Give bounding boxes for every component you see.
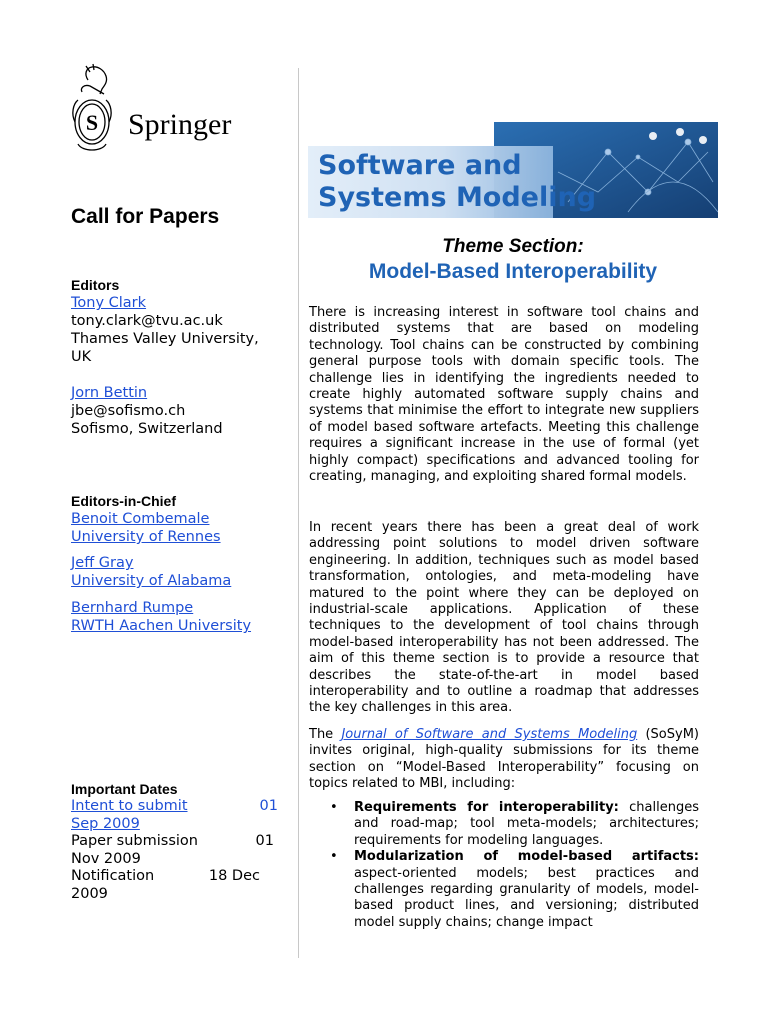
chief-affiliation-link[interactable]: University of Rennes: [71, 529, 221, 545]
banner-line-2: Systems Modeling: [318, 182, 597, 213]
bullet-icon: •: [330, 849, 338, 865]
bullet-icon: •: [330, 800, 338, 815]
chief-entry: [71, 599, 251, 635]
springer-logo: [68, 62, 238, 162]
editor-entry: [71, 294, 259, 366]
topic-item: [330, 800, 699, 849]
date-name: Notification: [71, 868, 155, 884]
editors-in-chief-label: Editors-in-Chief: [71, 493, 176, 509]
banner-line-1: Software and: [318, 150, 522, 181]
chief-affiliation-link[interactable]: RWTH Aachen University: [71, 618, 252, 634]
chief-entry: [71, 510, 221, 546]
editor-affiliation: Sofismo, Switzerland: [71, 421, 223, 437]
date-value-cont: Nov 2009: [71, 851, 141, 867]
empty-link[interactable]: [71, 641, 76, 653]
chief-affiliation-link[interactable]: University of Alabama: [71, 573, 232, 589]
paragraph-invitation: [309, 727, 699, 793]
topic-text: aspect-oriented models; best practices and challenges regarding granularity of models, model-based product lines, and versioning; distributed model supply chains; change impact: [354, 865, 699, 930]
editor-name-link[interactable]: Jorn Bettin: [71, 385, 148, 401]
invitation-suffix: (SoSyM) invites original, high-quality submissions for its theme section on “Model-Based Interoperability” focusing on topics related to MBI, including:: [309, 727, 699, 792]
important-dates-label: Important Dates: [71, 781, 178, 797]
date-value-cont: 2009: [71, 886, 108, 902]
theme-subtitle: Model-Based Interoperability: [368, 260, 658, 283]
editor-affiliation: Thames Valley University,: [71, 331, 259, 347]
date-name: Paper submission: [71, 833, 198, 849]
date-value-cont[interactable]: Sep 2009: [71, 816, 140, 832]
date-row: [71, 867, 278, 903]
chief-name-link[interactable]: Benoit Combemale: [71, 511, 210, 527]
theme-title: Theme Section:: [442, 236, 584, 257]
chief-name-link[interactable]: Bernhard Rumpe: [71, 600, 194, 616]
editor-name-link[interactable]: Tony Clark: [71, 295, 147, 311]
date-value: 01: [255, 833, 274, 849]
editor-email: jbe@sofismo.ch: [71, 403, 186, 419]
editors-label: Editors: [71, 277, 120, 293]
svg-text:S: S: [85, 110, 99, 135]
date-value: 18 Dec: [208, 868, 260, 884]
topic-text: challenges and road-map; tool meta-models; architectures; requirements for modeling languages.: [354, 800, 699, 848]
journal-link[interactable]: Journal of Software and Systems Modeling: [341, 727, 638, 742]
topic-title: Modularization of model-based artifacts:: [354, 849, 699, 865]
chief-entry: [71, 554, 231, 590]
column-divider: [298, 68, 299, 958]
date-name: Intent to submit: [71, 798, 188, 814]
date-row: [71, 832, 278, 868]
editor-entry: [71, 384, 223, 438]
date-link[interactable]: [71, 797, 278, 815]
paragraph-intro: There is increasing interest in software tool chains and distributed systems that are based on modeling technology. Tool chains can be constructed by combining general purpose tools with domain specific tools. The challenge lies in identifying the ingredients needed to create highly automated software supply chains and systems that minimise the effort to integrate new suppliers of model based software artefacts. Meeting this challenge requires a significant increase in the use of formal (yet highly compact) specifications and advanced tooling for creating, managing, and exploiting shared formal models.: [309, 305, 699, 485]
editor-affiliation: UK: [71, 349, 92, 365]
journal-banner: [308, 122, 718, 222]
date-value: 01: [259, 798, 278, 814]
publisher-name: Springer: [128, 108, 232, 141]
topics-list: [330, 800, 699, 931]
invitation-prefix: The: [309, 727, 342, 742]
topic-title: Requirements for interoperability:: [354, 800, 619, 815]
chief-name-link[interactable]: Jeff Gray: [71, 555, 134, 571]
date-row: [71, 797, 278, 833]
editor-email: tony.clark@tvu.ac.uk: [71, 313, 223, 329]
paragraph-background: In recent years there has been a great deal of work addressing point solutions to model driven software engineering. In addition, techniques such as model based transformation, ontologies, and meta-modeling have matured to the point where they can be deployed on industrial-scale applications. Application of these techniques to the development of tool chains through model-based interoperability has not been addressed. The aim of this theme section is to provide a resource that describes the state-of-the-art in model based interoperability and to outline a roadmap that addresses the key challenges in this area.: [309, 520, 699, 716]
topic-item: [330, 849, 699, 931]
page-title: Call for Papers: [71, 205, 220, 228]
